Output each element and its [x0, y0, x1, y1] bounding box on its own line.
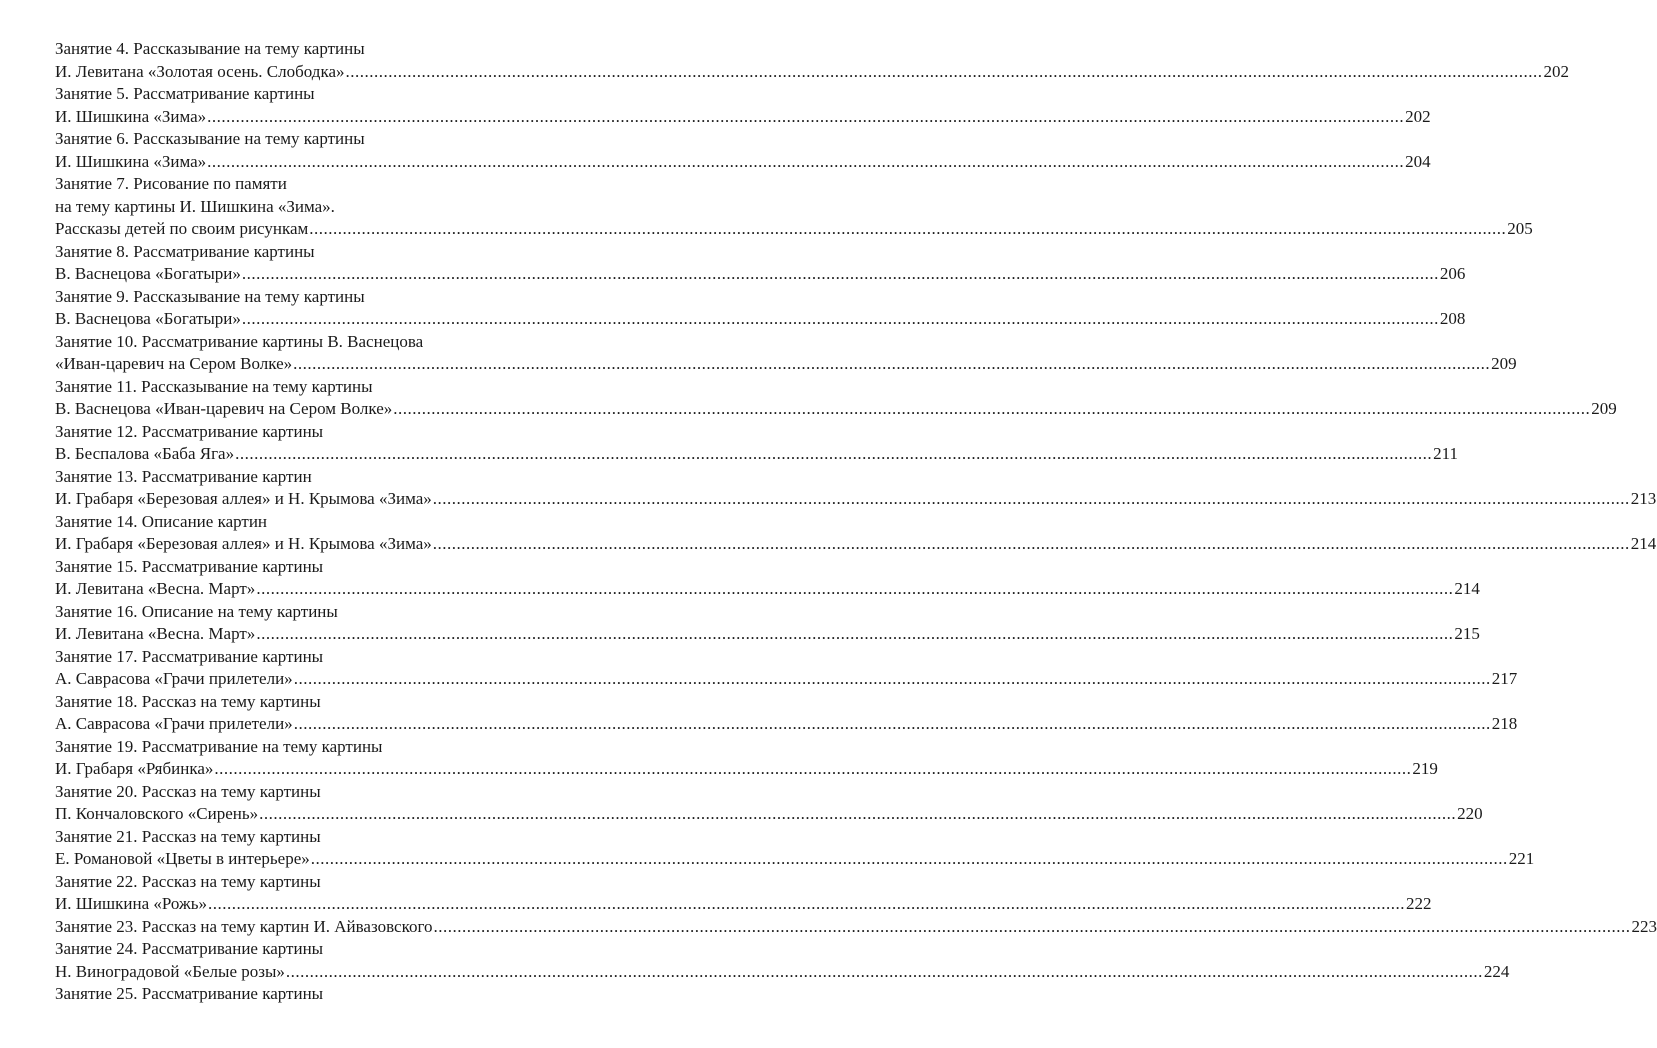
toc-entry: [55, 983, 601, 1006]
toc-page-number: 217: [1491, 669, 1518, 688]
toc-entry-text: П. Кончаловского «Сирень»: [55, 804, 259, 823]
toc-entry-line: [55, 466, 601, 489]
dot-leader: [433, 533, 1630, 556]
toc-entry-text: В. Васнецова «Иван-царевич на Сером Волке»: [55, 399, 393, 418]
toc-entry: [55, 173, 1533, 241]
toc-entry-text: Занятие 4. Рассказывание на тему картины: [55, 39, 365, 58]
dot-leader: [393, 398, 1590, 421]
toc-page-number: 218: [1491, 714, 1518, 733]
dot-leader: [259, 803, 1456, 826]
toc-entry: [55, 601, 1480, 646]
toc-entry-last-line: [55, 308, 1466, 331]
toc-entry-last-line: [55, 353, 1517, 376]
toc-entry-line: [55, 826, 601, 849]
toc-entry-last-line: [55, 61, 1569, 84]
toc-entry-text: Занятие 19. Рассматривание на тему картины: [55, 736, 383, 756]
toc-entry-text: И. Шишкина «Зима»: [55, 151, 207, 171]
toc-entry-text: А. Саврасова «Грачи прилетели»: [55, 714, 293, 733]
toc-entry: [55, 83, 1431, 128]
toc-entry-text: на тему картины И. Шишкина «Зима».: [55, 196, 335, 216]
dot-leader: [309, 218, 1506, 241]
toc-entry-text: В. Васнецова «Богатыри»: [55, 309, 241, 328]
toc-entry-last-line: [55, 151, 1431, 174]
toc-entry-line: [55, 871, 601, 894]
dot-leader: [311, 848, 1508, 871]
toc-entry: [55, 511, 1657, 556]
toc-entry-last-line: [55, 668, 1518, 691]
toc-entry-text: И. Левитана «Золотая осень. Слободка»: [55, 61, 345, 81]
toc-page-number: 209: [1491, 354, 1517, 373]
toc-entry-text: И. Шишкина «Рожь»: [55, 894, 207, 913]
toc-entry-text: Е. Романовой «Цветы в интерьере»: [55, 849, 310, 868]
toc-page-number: 222: [1405, 894, 1432, 913]
toc-entry-text: Занятие 6. Рассказывание на тему картины: [55, 129, 365, 148]
toc-entry-line: [55, 196, 601, 219]
toc-entry: [55, 826, 1535, 871]
toc-page-number: 214: [1630, 534, 1657, 553]
toc-entry-text: Н. Виноградовой «Белые розы»: [55, 961, 285, 981]
toc-entry: [55, 646, 1518, 691]
toc-entry-text: Занятие 20. Рассказ на тему картины: [55, 781, 321, 801]
toc-entry-text: Занятие 8. Рассматривание картины: [55, 241, 315, 261]
toc-entry-line: [55, 241, 601, 264]
dot-leader: [235, 443, 1432, 466]
toc-page-number: 211: [1433, 444, 1458, 463]
toc-entry-text: И. Грабаря «Березовая аллея» и Н. Крымова «Зима»: [55, 534, 432, 553]
toc-entry-last-line: [55, 533, 1657, 556]
toc-entry: [55, 286, 1466, 331]
toc-entry-line: [55, 421, 601, 444]
toc-entry-text: Занятие 12. Рассматривание картины: [55, 421, 324, 441]
dot-leader: [294, 668, 1491, 691]
toc-entry: [55, 38, 1569, 83]
toc-entry-last-line: [55, 263, 1466, 286]
toc-entry-text: В. Беспалова «Баба Яга»: [55, 444, 235, 463]
toc-entry-last-line: [55, 106, 1431, 129]
dot-leader: [242, 308, 1439, 331]
toc-page-number: 214: [1454, 579, 1480, 598]
toc-entry-last-line: [55, 443, 1458, 466]
toc-entry: [55, 241, 1466, 286]
toc-page-number: 221: [1508, 849, 1535, 868]
toc-entry: [55, 421, 1458, 466]
toc-entry-text: Занятие 13. Рассматривание картин: [55, 466, 312, 486]
toc-entry-line: [55, 173, 601, 196]
toc-entry-line: [55, 511, 601, 534]
dot-leader: [207, 151, 1404, 174]
toc-entry-line: [55, 331, 601, 354]
dot-leader: [256, 578, 1453, 601]
toc-entry-text: Занятие 5. Рассматривание картины: [55, 84, 315, 103]
toc-entry-last-line: [55, 848, 1535, 871]
toc-entry-text: Занятие 15. Рассматривание картины: [55, 556, 324, 576]
toc-entry-last-line: [55, 916, 1657, 939]
toc-entry-line: [55, 601, 601, 624]
toc-entry-last-line: [55, 488, 1657, 511]
toc-entry-text: Занятие 9. Рассказывание на тему картины: [55, 286, 365, 306]
toc-page-number: 208: [1439, 309, 1466, 328]
table-of-contents: [55, 38, 1657, 1006]
toc-page-number: 220: [1457, 804, 1483, 823]
toc-entry-last-line: [55, 623, 1480, 646]
toc-entry-text: Занятие 22. Рассказ на тему картины: [55, 871, 321, 891]
dot-leader: [242, 263, 1439, 286]
dot-leader: [293, 353, 1490, 376]
toc-entry-last-line: [55, 893, 1432, 916]
toc-page-number: 213: [1630, 489, 1657, 508]
toc-entry-text: И. Грабаря «Березовая аллея» и Н. Крымова «Зима»: [55, 489, 432, 508]
toc-page-number: 204: [1405, 151, 1431, 171]
dot-leader: [434, 916, 1631, 939]
toc-entry-text: Занятие 10. Рассматривание картины В. Васнецова: [55, 331, 424, 351]
dot-leader: [286, 961, 1483, 984]
toc-entry: [55, 916, 1657, 939]
dot-leader: [207, 106, 1404, 129]
toc-page-number: 202: [1543, 61, 1569, 81]
toc-entry: [55, 466, 1657, 511]
toc-entry-text: Рассказы детей по своим рисункам: [55, 219, 309, 238]
toc-entry: [55, 871, 1432, 916]
toc-page-number: 206: [1439, 264, 1466, 283]
toc-entry-line: [55, 646, 601, 669]
toc-entry-text: Занятие 7. Рисование по памяти: [55, 174, 287, 193]
toc-entry-text: И. Левитана «Весна. Март»: [55, 579, 256, 598]
toc-entry: [55, 128, 1431, 173]
toc-entry-text: И. Левитана «Весна. Март»: [55, 624, 256, 643]
toc-entry: [55, 781, 1483, 826]
toc-entry-line: [55, 128, 601, 151]
dot-leader: [294, 713, 1491, 736]
toc-page-number: 202: [1405, 106, 1431, 126]
toc-entry-text: Занятие 14. Описание картин: [55, 511, 268, 531]
toc-entry-text: В. Васнецова «Богатыри»: [55, 264, 241, 283]
toc-page-number: 209: [1591, 399, 1617, 418]
dot-leader: [256, 623, 1453, 646]
dot-leader: [433, 488, 1630, 511]
toc-entry-line: [55, 983, 601, 1006]
toc-entry-line: [55, 736, 601, 759]
toc-page-number: 215: [1454, 624, 1480, 643]
toc-entry-text: Занятие 11. Рассказывание на тему картины: [55, 376, 373, 396]
toc-entry-line: [55, 938, 601, 961]
dot-leader: [346, 61, 1543, 84]
toc-entry-last-line: [55, 578, 1480, 601]
toc-page-number: 224: [1483, 961, 1510, 981]
toc-entry: [55, 376, 1617, 421]
toc-entry-last-line: [55, 803, 1483, 826]
toc-entry-last-line: [55, 398, 1617, 421]
toc-entry-text: Занятие 24. Рассматривание картины: [55, 939, 324, 958]
toc-page-number: 205: [1507, 219, 1533, 238]
toc-page-number: 223: [1631, 916, 1657, 936]
toc-entry-line: [55, 691, 601, 714]
toc-entry-text: Занятие 21. Рассказ на тему картины: [55, 826, 321, 846]
toc-entry-line: [55, 556, 601, 579]
toc-entry: [55, 556, 1480, 601]
toc-entry-line: [55, 376, 601, 399]
toc-entry-text: Занятие 25. Рассматривание картины: [55, 984, 324, 1003]
toc-entry-text: Занятие 23. Рассказ на тему картин И. Айвазовского: [55, 916, 433, 936]
toc-entry: [55, 691, 1518, 736]
toc-entry-text: Занятие 16. Описание на тему картины: [55, 601, 338, 621]
toc-entry-text: «Иван-царевич на Сером Волке»: [55, 354, 293, 373]
toc-entry-last-line: [55, 758, 1438, 781]
toc-entry-last-line: [55, 218, 1533, 241]
toc-page-number: 219: [1412, 759, 1438, 778]
toc-entry-text: И. Шишкина «Зима»: [55, 106, 207, 126]
toc-entry-text: Занятие 18. Рассказ на тему картины: [55, 691, 321, 711]
toc-entry-text: Занятие 17. Рассматривание картины: [55, 646, 324, 666]
toc-entry-line: [55, 38, 601, 61]
toc-entry: [55, 938, 1510, 983]
toc-entry-last-line: [55, 713, 1518, 736]
toc-entry-text: А. Саврасова «Грачи прилетели»: [55, 669, 293, 688]
toc-entry-line: [55, 83, 601, 106]
toc-entry-line: [55, 781, 601, 804]
toc-entry-last-line: [55, 961, 1510, 984]
toc-entry-line: [55, 286, 601, 309]
toc-entry: [55, 331, 1517, 376]
toc-entry: [55, 736, 1438, 781]
dot-leader: [208, 893, 1405, 916]
dot-leader: [214, 758, 1411, 781]
toc-entry-text: И. Грабаря «Рябинка»: [55, 759, 214, 778]
